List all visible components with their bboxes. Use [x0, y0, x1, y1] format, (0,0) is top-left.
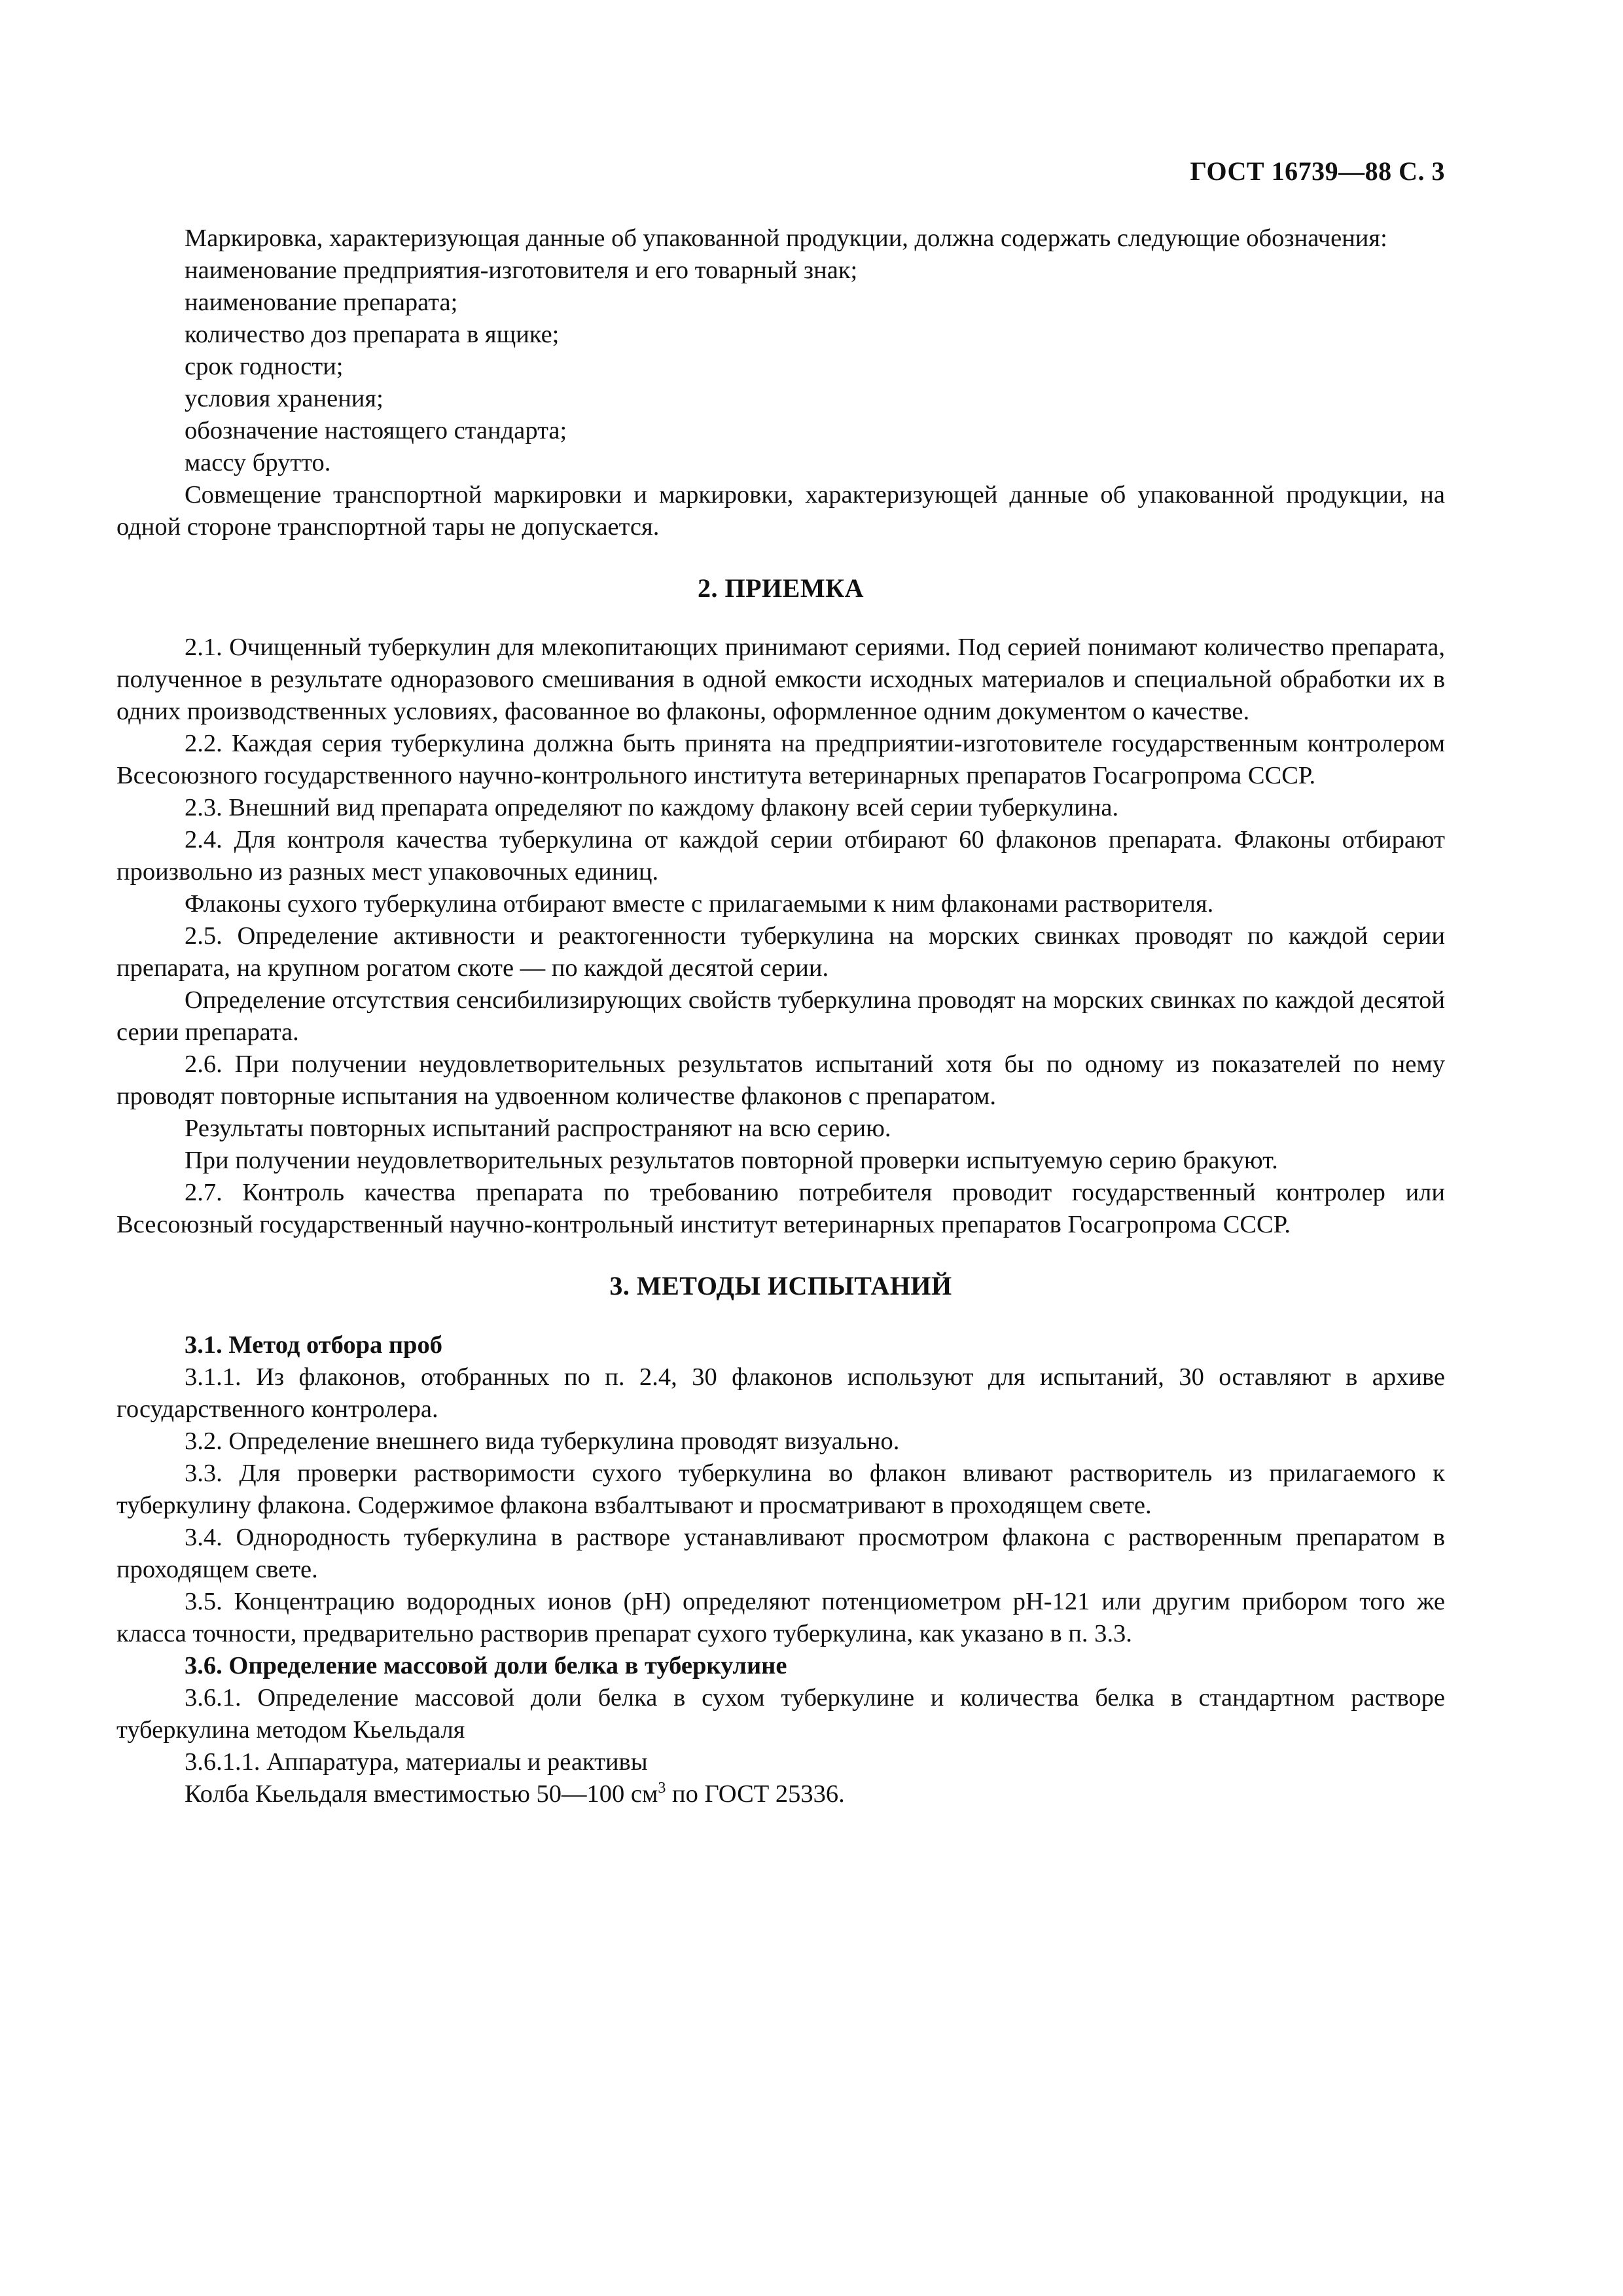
marking-item: наименование предприятия-изготовителя и его товарный знак; [185, 257, 858, 284]
paragraph-3-5: 3.5. Концентрацию водородных ионов (pH) определяют потенциометром pH-121 или другим прибором того же класса точности, предварительно растворив препарат сухого туберкулина, как указано в п. 3.3. [116, 1588, 1445, 1647]
paragraph-3-2: 3.2. Определение внешнего вида туберкулина проводят визуально. [185, 1427, 900, 1455]
paragraph-2-3: 2.3. Внешний вид препарата определяют по каждому флакону всей серии туберкулина. [185, 794, 1119, 821]
marking-item: наименование препарата; [185, 289, 458, 316]
paragraph-2-5-note: Определение отсутствия сенсибилизирующих свойств туберкулина проводят на морских свинках по каждой десятой серии препарата. [116, 986, 1445, 1046]
paragraph-2-5: 2.5. Определение активности и реактогенности туберкулина на морских свинках проводят по каждой серии препарата, на крупном рогатом скоте — по каждой десятой серии. [116, 922, 1445, 982]
subsection-3-1-title: 3.1. Метод отбора проб [185, 1331, 442, 1359]
marking-item: массу брутто. [185, 449, 331, 476]
superscript-3: 3 [658, 1780, 666, 1797]
paragraph-3-3: 3.3. Для проверки растворимости сухого туберкулина во флакон вливают растворитель из прилагаемого к туберкулину флакона. Содержимое флакона взбалтывают и просматривают в проходящем свете. [116, 1460, 1445, 1519]
paragraph-2-1: 2.1. Очищенный туберкулин для млекопитающих принимают сериями. Под серией понимают количество препарата, полученное в результате одноразового смешивания в одной емкости исходных материалов и специальной обработки их в одних производственных условиях, фасованное во флаконы, оформленное одним документом о качестве. [116, 634, 1445, 725]
paragraph-2-6: 2.6. При получении неудовлетворительных результатов испытаний хотя бы по одному из показателей по нему проводят повторные испытания на удвоенном количестве флаконов с препаратом. [116, 1050, 1445, 1110]
section-2-title: 2. ПРИЕМКА [698, 573, 864, 603]
paragraph-3-4: 3.4. Однородность туберкулина в растворе устанавливают просмотром флакона с растворенным препаратом в проходящем свете. [116, 1524, 1445, 1583]
marking-item: обозначение настоящего стандарта; [185, 417, 567, 444]
marking-intro: Маркировка, характеризующая данные об упакованной продукции, должна содержать следующие обозначения: [185, 224, 1387, 252]
paragraph-2-2: 2.2. Каждая серия туберкулина должна быть принята на предприятии-изготовителе государственным контролером Всесоюзного государственного научно-контрольного института ветеринарных препаратов Госагропрома СССР. [116, 730, 1445, 789]
paragraph-3-6-1-1: 3.6.1.1. Аппаратура, материалы и реактивы [185, 1748, 648, 1776]
marking-note: Совмещение транспортной маркировки и маркировки, характеризующей данные об упакованной продукции, на одной стороне транспортной тары не допускается. [116, 481, 1445, 541]
marking-item: количество доз препарата в ящике; [185, 321, 560, 348]
document-body [116, 223, 1445, 1810]
page-header: ГОСТ 16739—88 С. 3 [1190, 156, 1445, 186]
document-page [116, 0, 1445, 2296]
equipment-line [116, 1778, 1445, 1810]
paragraph-2-4-note: Флаконы сухого туберкулина отбирают вместе с прилагаемыми к ним флаконами растворителя. [185, 890, 1214, 918]
paragraph-2-6-note-a: Результаты повторных испытаний распространяют на всю серию. [185, 1115, 891, 1142]
equipment-line-text: Колба Кьельдаля вместимостью 50—100 см [185, 1780, 658, 1808]
marking-item: условия хранения; [185, 385, 383, 412]
equipment-line-ref: по ГОСТ 25336. [666, 1780, 845, 1808]
subsection-3-6-title: 3.6. Определение массовой доли белка в туберкулине [185, 1652, 787, 1679]
paragraph-2-6-note-b: При получении неудовлетворительных результатов повторной проверки испытуемую серию бракуют. [185, 1147, 1278, 1174]
paragraph-3-6-1: 3.6.1. Определение массовой доли белка в сухом туберкулине и количества белка в стандартном растворе туберкулина методом Кьельдаля [116, 1684, 1445, 1744]
paragraph-2-7: 2.7. Контроль качества препарата по требованию потребителя проводит государственный контролер или Всесоюзный государственный научно-контрольный институт ветеринарных препаратов Госагропрома СССР. [116, 1179, 1445, 1238]
section-3-title: 3. МЕТОДЫ ИСПЫТАНИЙ [609, 1271, 952, 1300]
paragraph-3-1-1: 3.1.1. Из флаконов, отобранных по п. 2.4, 30 флаконов используют для испытаний, 30 оставляют в архиве государственного контролера. [116, 1363, 1445, 1423]
paragraph-2-4: 2.4. Для контроля качества туберкулина от каждой серии отбирают 60 флаконов препарата. Флаконы отбирают произвольно из разных мест упаковочных единиц. [116, 826, 1445, 886]
marking-item: срок годности; [185, 353, 344, 380]
